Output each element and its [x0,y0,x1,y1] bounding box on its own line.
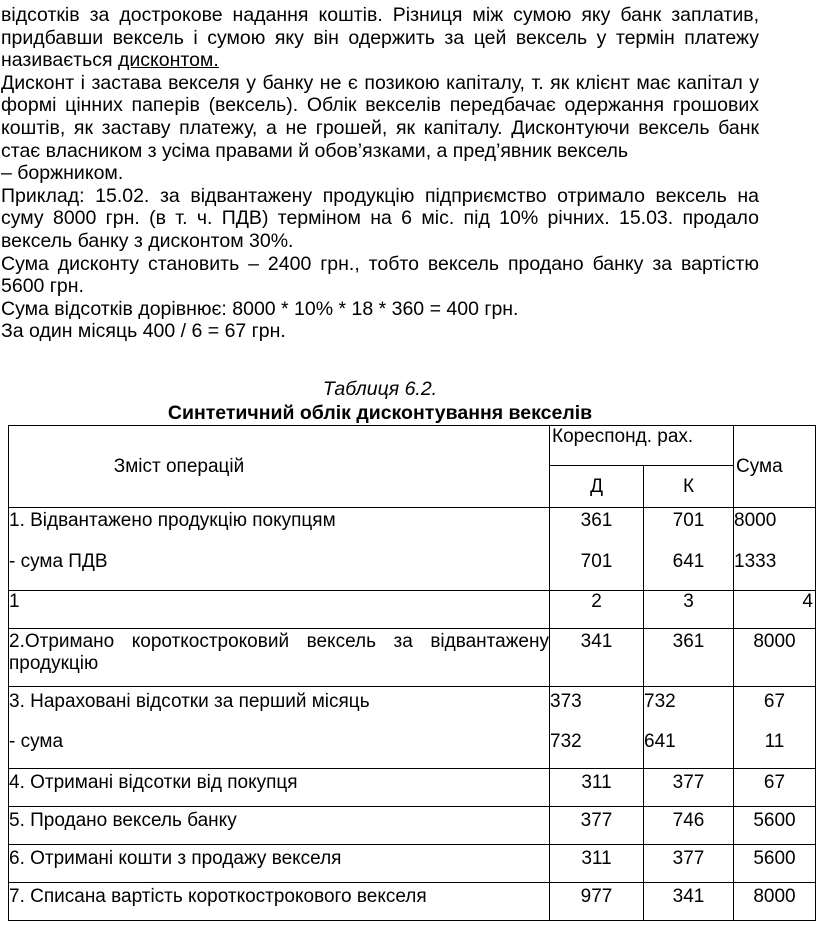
debit-value: 361 [580,510,613,531]
header-credit: К [644,466,734,508]
credit-value: 701 [672,510,705,531]
ledger-table [8,425,816,921]
cell-operation: 1 [9,591,550,629]
operation-subtext: - сума ПДВ [9,551,108,572]
cell-operation: 5. Продано вексель банку [9,807,550,845]
cell-sum [734,687,816,769]
table-row [9,845,816,883]
cell-debit: 341 [550,629,644,687]
cell-debit: 311 [550,769,644,807]
paragraph-interest-sum: Сума відсотків дорівнює: 8000 * 10% * 18 * 360 = 400 грн. [1,297,519,320]
cell-debit [550,687,644,769]
credit-value: 641 [672,551,705,572]
cell-sum: 8000 [734,883,816,921]
body-text [1,4,759,343]
cell-operation [9,508,550,591]
table-row [9,769,816,807]
header-sum-label: Сума [736,455,783,477]
sum-value: 1333 [734,551,777,572]
paragraph-discount-sum: Сума дисконту становить – 2400 грн., тобто вексель продано банку за вартістю 5600 грн. [1,252,759,298]
debit-value: 732 [550,731,582,752]
paragraph-discount-definition [1,4,759,72]
header-operations-label: Зміст операцій [113,455,245,477]
cell-operation: 4. Отримані відсотки від покупця [9,769,550,807]
paragraph-debtor: – боржником. [1,162,124,185]
credit-value: 732 [644,691,676,712]
table-title: Синтетичний облік дисконтування векселів [167,402,593,424]
cell-credit: 361 [644,629,734,687]
table-row [9,687,816,769]
cell-operation: 2.Отримано короткостроковий вексель за відвантажену продукцію [9,629,550,687]
cell-credit: 377 [644,769,734,807]
cell-credit: 341 [644,883,734,921]
table-row [9,629,816,687]
cell-debit: 2 [550,591,644,629]
cell-sum: 8000 [734,629,816,687]
table-row [9,508,816,591]
header-correspondence-label: Кореспонд. рах. [552,426,694,447]
paragraph-monthly: За один місяць 400 / 6 = 67 грн. [1,320,286,343]
credit-value: 641 [644,731,676,752]
debit-value: 373 [550,691,582,712]
cell-operation [9,687,550,769]
cell-credit [644,508,734,591]
header-correspondence [550,426,734,466]
cell-sum: 5600 [734,807,816,845]
table-number: Таблиця 6.2. [322,378,438,400]
cell-credit: 377 [644,845,734,883]
table-row [9,883,816,921]
underlined-term: дисконтом. [117,49,219,72]
cell-operation: 6. Отримані кошти з продажу векселя [9,845,550,883]
cell-debit: 977 [550,883,644,921]
sum-value: 8000 [734,510,777,531]
header-operations [9,426,550,508]
table-row [9,807,816,845]
cell-sum: 67 [734,769,816,807]
operation-subtext: - сума [9,731,64,752]
debit-value: 701 [580,551,613,572]
cell-sum [734,508,816,591]
cell-credit: 746 [644,807,734,845]
paragraph-discount-explanation: Дисконт і застава векселя у банку не є позикою капіталу, т. як клієнт має капітал у формі цінних паперів (вексель). Облік векселів передбачає одержання грошових коштів, як заставу платежу, а не грошей, як капіталу. Дисконтуючи вексель банк стає власником з усіма правами й обов’язками, а пред’явник вексель [1,71,759,162]
cell-credit [644,687,734,769]
cell-debit: 311 [550,845,644,883]
operation-text: 3. Нараховані відсотки за перший місяць [9,691,370,712]
table-header-row [9,426,816,466]
table-row [9,591,816,629]
cell-operation: 7. Списана вартість короткострокового векселя [9,883,550,921]
paragraph-text: відсотків за дострокове надання коштів. Різниця між сумою яку банк заплатив, придбавши вексель і сумою яку він одержить за цей вексель у термін платежу називається [1,4,759,72]
paragraph-example: Приклад: 15.02. за відвантажену продукцію підприємство отримало вексель на суму 8000 грн. (в т. ч. ПДВ) терміном на 6 міс. під 10% річних. 15.03. продало вексель банку з дисконтом 30%. [1,184,759,252]
operation-text: 1. Відвантажено продукцію покупцям [9,510,336,531]
sum-value: 67 [763,691,786,712]
header-sum [734,426,816,508]
cell-sum: 4 [734,591,816,629]
cell-debit: 377 [550,807,644,845]
cell-credit: 3 [644,591,734,629]
cell-debit [550,508,644,591]
cell-sum: 5600 [734,845,816,883]
sum-value: 11 [764,731,785,752]
header-debit: Д [550,466,644,508]
